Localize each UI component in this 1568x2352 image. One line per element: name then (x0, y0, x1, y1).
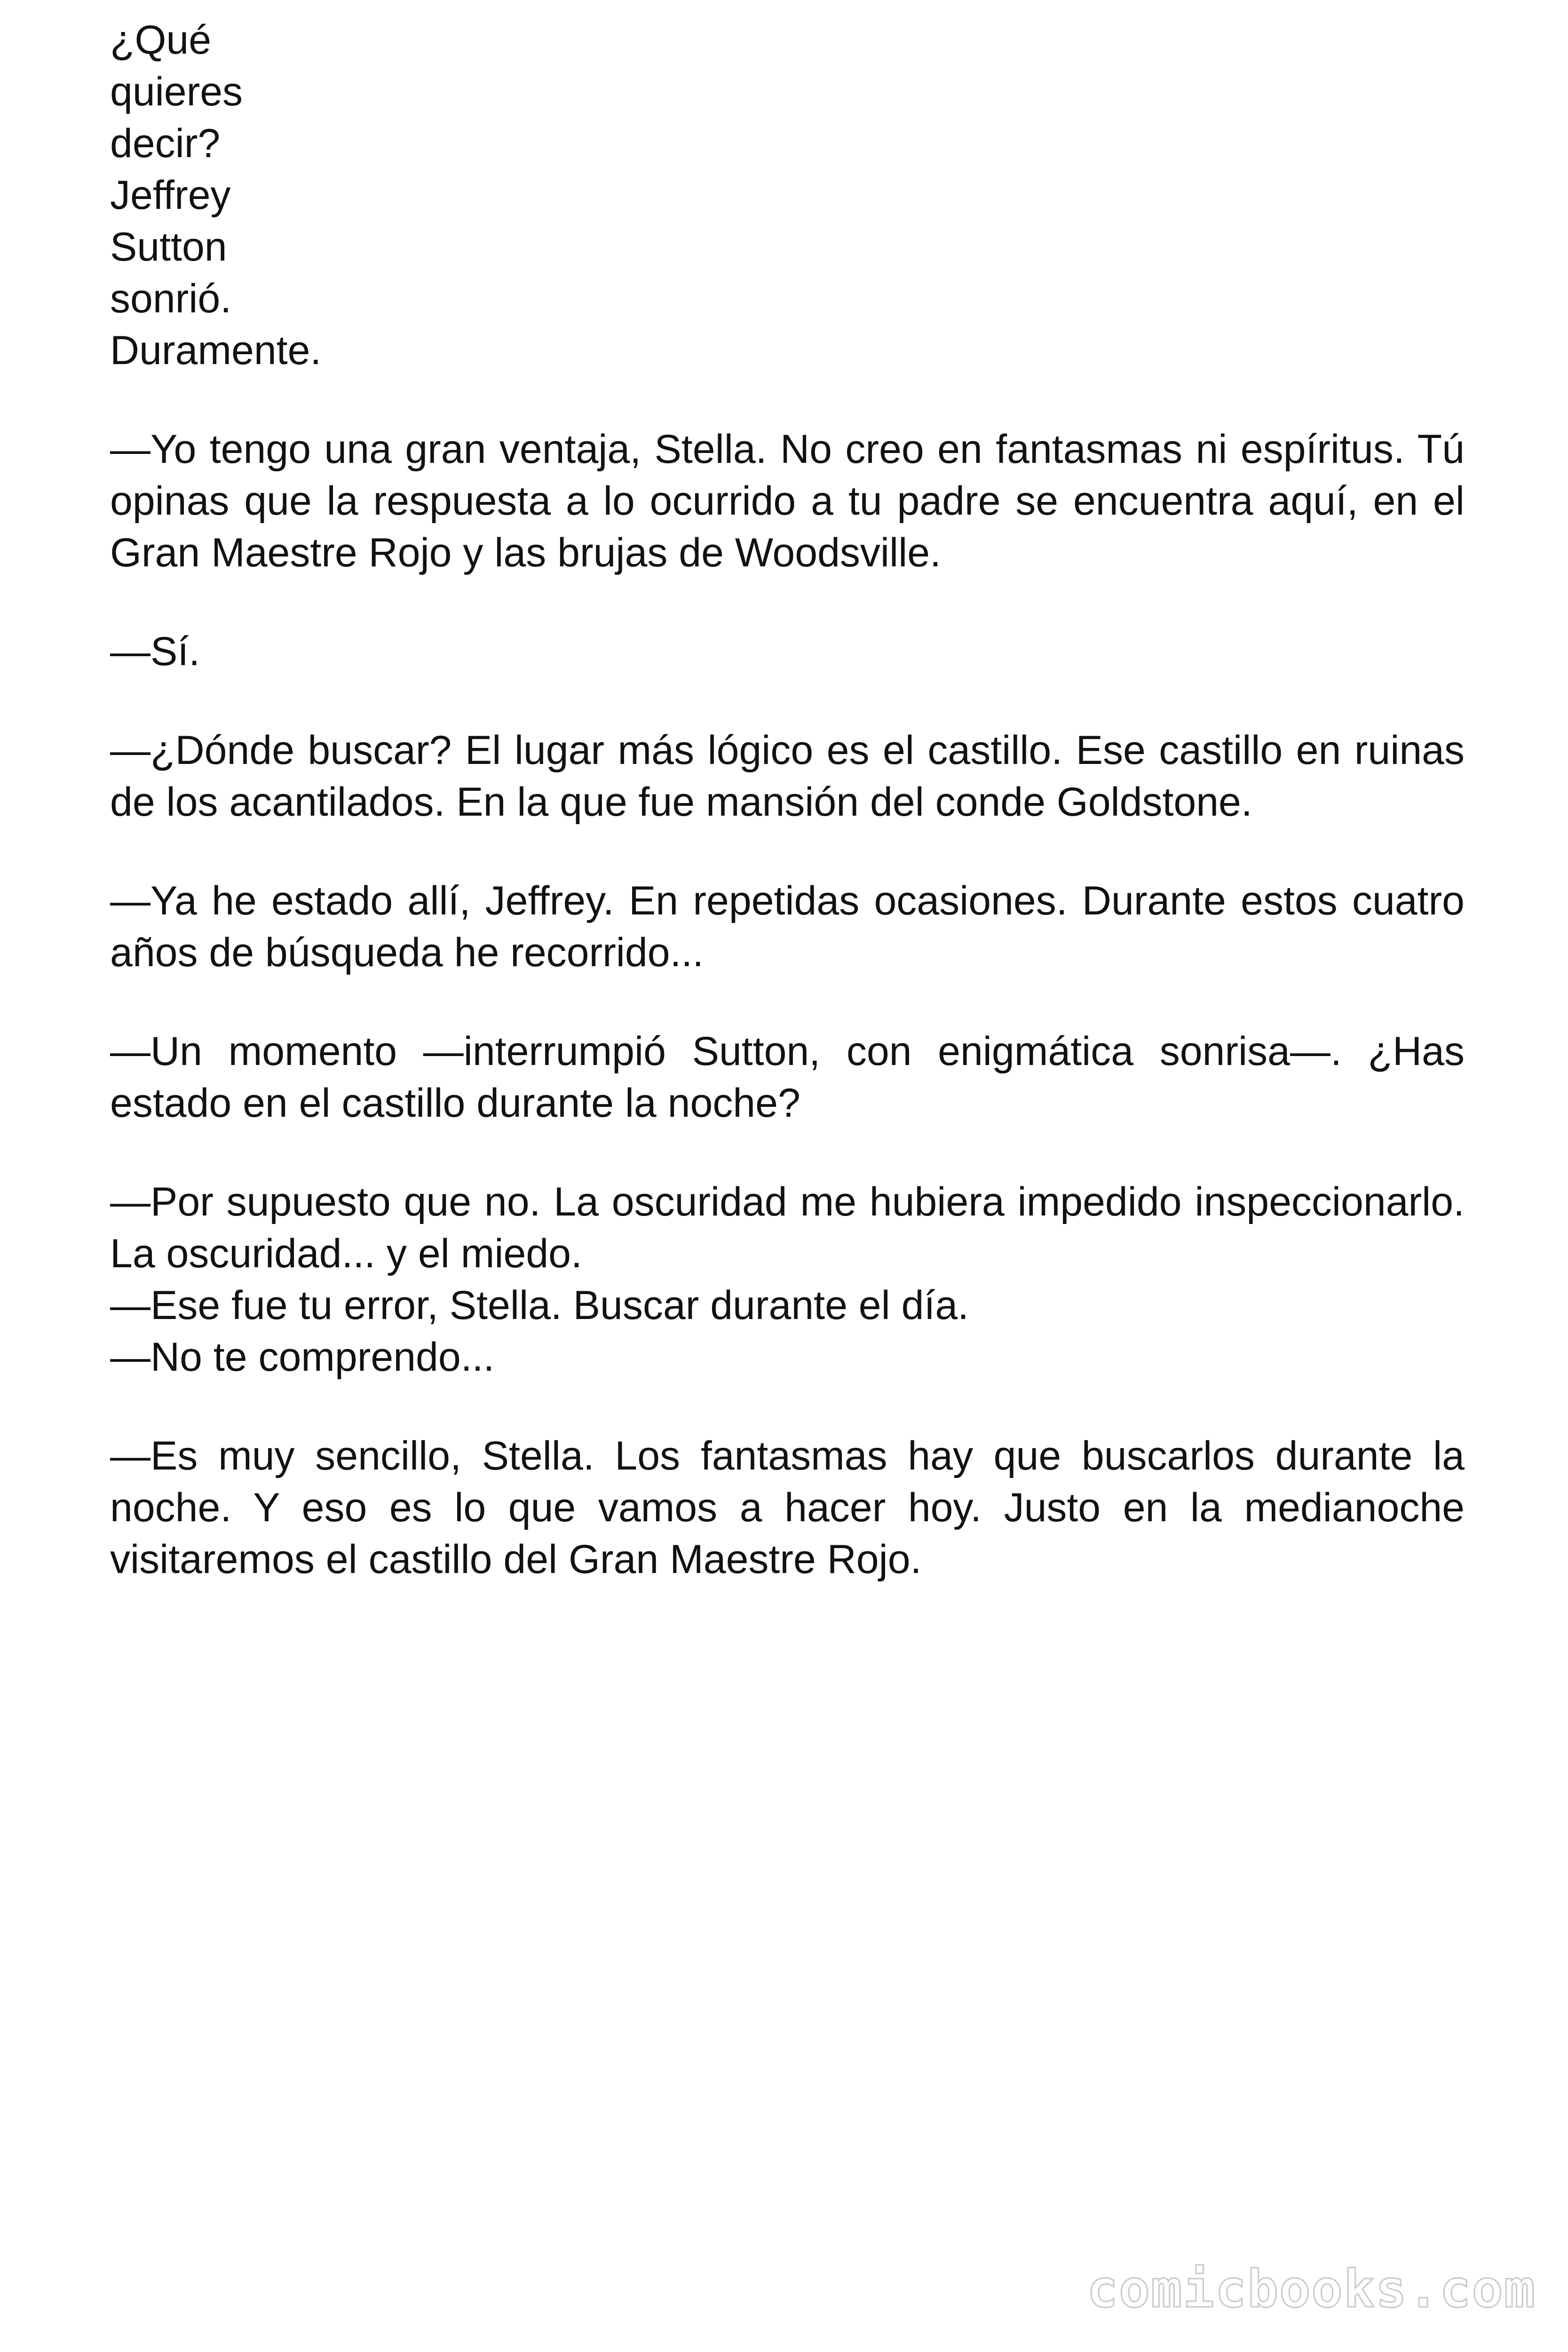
opening-line: quieres (110, 69, 243, 114)
opening-line: Jeffrey (110, 173, 231, 218)
opening-line: Sutton (110, 224, 227, 270)
paragraph: —Un momento —interrumpió Sutton, con enigmática sonrisa—. ¿Has estado en el castillo durante la noche? (110, 1029, 1465, 1126)
paragraph: —Sí. (110, 629, 200, 674)
watermark: comicbooks.com (1086, 2259, 1536, 2319)
paragraph: —¿Dónde buscar? El lugar más lógico es el castillo. Ese castillo en ruinas de los acantilados. En la que fue mansión del conde Goldstone. (110, 728, 1465, 825)
paragraph: —No te comprendo... (110, 1335, 495, 1380)
opening-line: Duramente. (110, 328, 322, 373)
opening-line: sonrió. (110, 276, 232, 321)
paragraph: —Por supuesto que no. La oscuridad me hubiera impedido inspeccionarlo. La oscuridad... y el miedo. (110, 1179, 1465, 1276)
paragraph: —Es muy sencillo, Stella. Los fantasmas hay que buscarlos durante la noche. Y eso es lo que vamos a hacer hoy. Justo en la medianoche visitaremos el castillo del Gran Maestre Rojo. (110, 1433, 1465, 1582)
opening-line: decir? (110, 121, 221, 166)
paragraph: —Ese fue tu error, Stella. Buscar durante el día. (110, 1283, 969, 1328)
opening-lines (110, 14, 1465, 376)
paragraph: —Yo tengo una gran ventaja, Stella. No creo en fantasmas ni espíritus. Tú opinas que la respuesta a lo ocurrido a tu padre se encuentra aquí, en el Gran Maestre Rojo y las brujas de Woodsville. (110, 427, 1465, 575)
paragraph: —Ya he estado allí, Jeffrey. En repetidas ocasiones. Durante estos cuatro años de búsqueda he recorrido... (110, 878, 1465, 975)
opening-line: ¿Qué (110, 17, 212, 63)
page-body (110, 14, 1465, 1585)
